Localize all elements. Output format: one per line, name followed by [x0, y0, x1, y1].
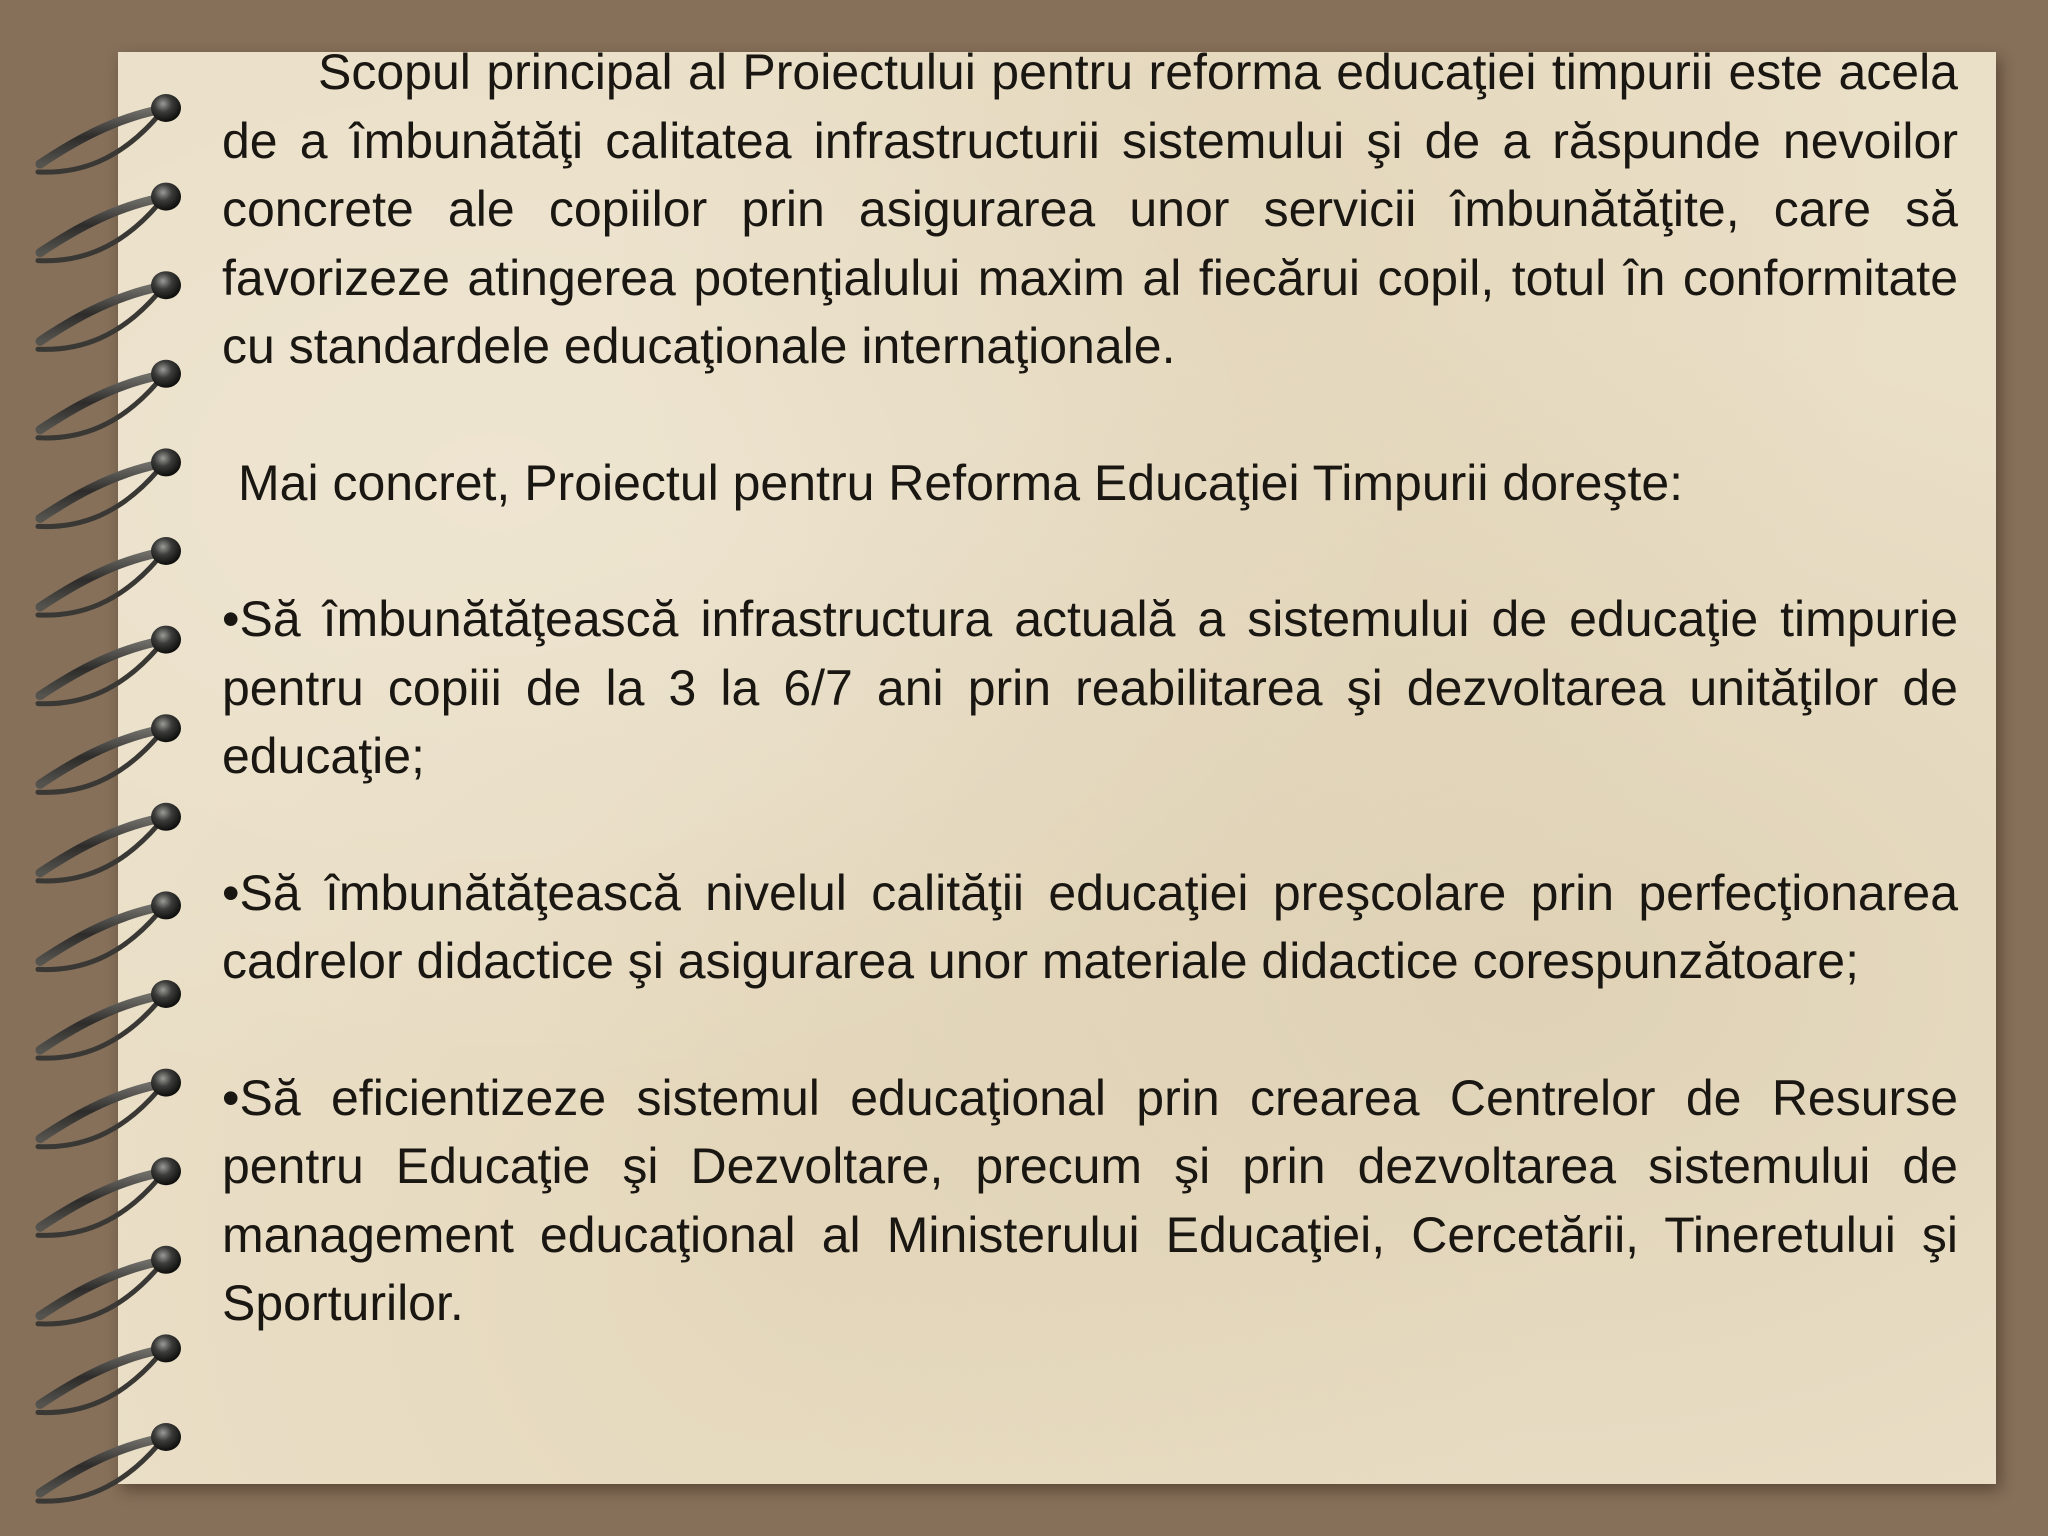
bullet-item-efficiency: •Să eficientizeze sistemul educaţional prin crearea Centrelor de Resurse pentru Educaţie şi Dezvoltare, precum şi prin dezvoltarea sistemului de management educaţional al Ministerului Educaţiei, Cercetării, Tineretului şi Sporturilor. [222, 1069, 1958, 1331]
spiral-ring [38, 1423, 181, 1501]
lead-paragraph: Mai concret, Proiectul pentru Reforma Educaţiei Timpurii doreşte: [238, 454, 1684, 511]
spiral-ring [38, 360, 181, 438]
spiral-ring [38, 1334, 181, 1412]
spiral-ring [38, 94, 181, 172]
spiral-ring [38, 714, 181, 792]
spiral-ring [38, 980, 181, 1058]
spiral-ring [38, 626, 181, 704]
spiral-ring [38, 448, 181, 526]
spiral-binding [0, 0, 230, 1536]
spiral-ring [38, 1246, 181, 1324]
intro-paragraph: Scopul principal al Proiectului pentru reforma educaţiei timpurii este acela de a îmbunătăţi calitatea infrastructurii sistemului şi de a răspunde nevoilor concrete ale copiilor prin asigurarea unor servicii îmbunătăţite, care să favorizeze atingerea potenţialului maxim al fiecărui copil, totul în conformitate cu standardele educaţionale internaţionale. [222, 44, 1958, 374]
spiral-ring [38, 803, 181, 881]
spiral-ring [38, 271, 181, 349]
spiral-ring [38, 891, 181, 969]
bullet-item-quality: •Să îmbunătăţească nivelul calităţii educaţiei preşcolare prin perfecţionarea cadrelor didactice şi asigurarea unor materiale didactice corespunzătoare; [222, 864, 1958, 989]
slide-text [222, 38, 1958, 1338]
bullet-item-infrastructure: •Să îmbunătăţească infrastructura actuală a sistemului de educaţie timpurie pentru copiii de la 3 la 6/7 ani prin reabilitarea şi dezvoltarea unităţilor de educaţie; [222, 591, 1958, 784]
spiral-ring [38, 1069, 181, 1147]
spiral-ring [38, 537, 181, 615]
spiral-ring [38, 1157, 181, 1235]
spiral-ring [38, 183, 181, 261]
